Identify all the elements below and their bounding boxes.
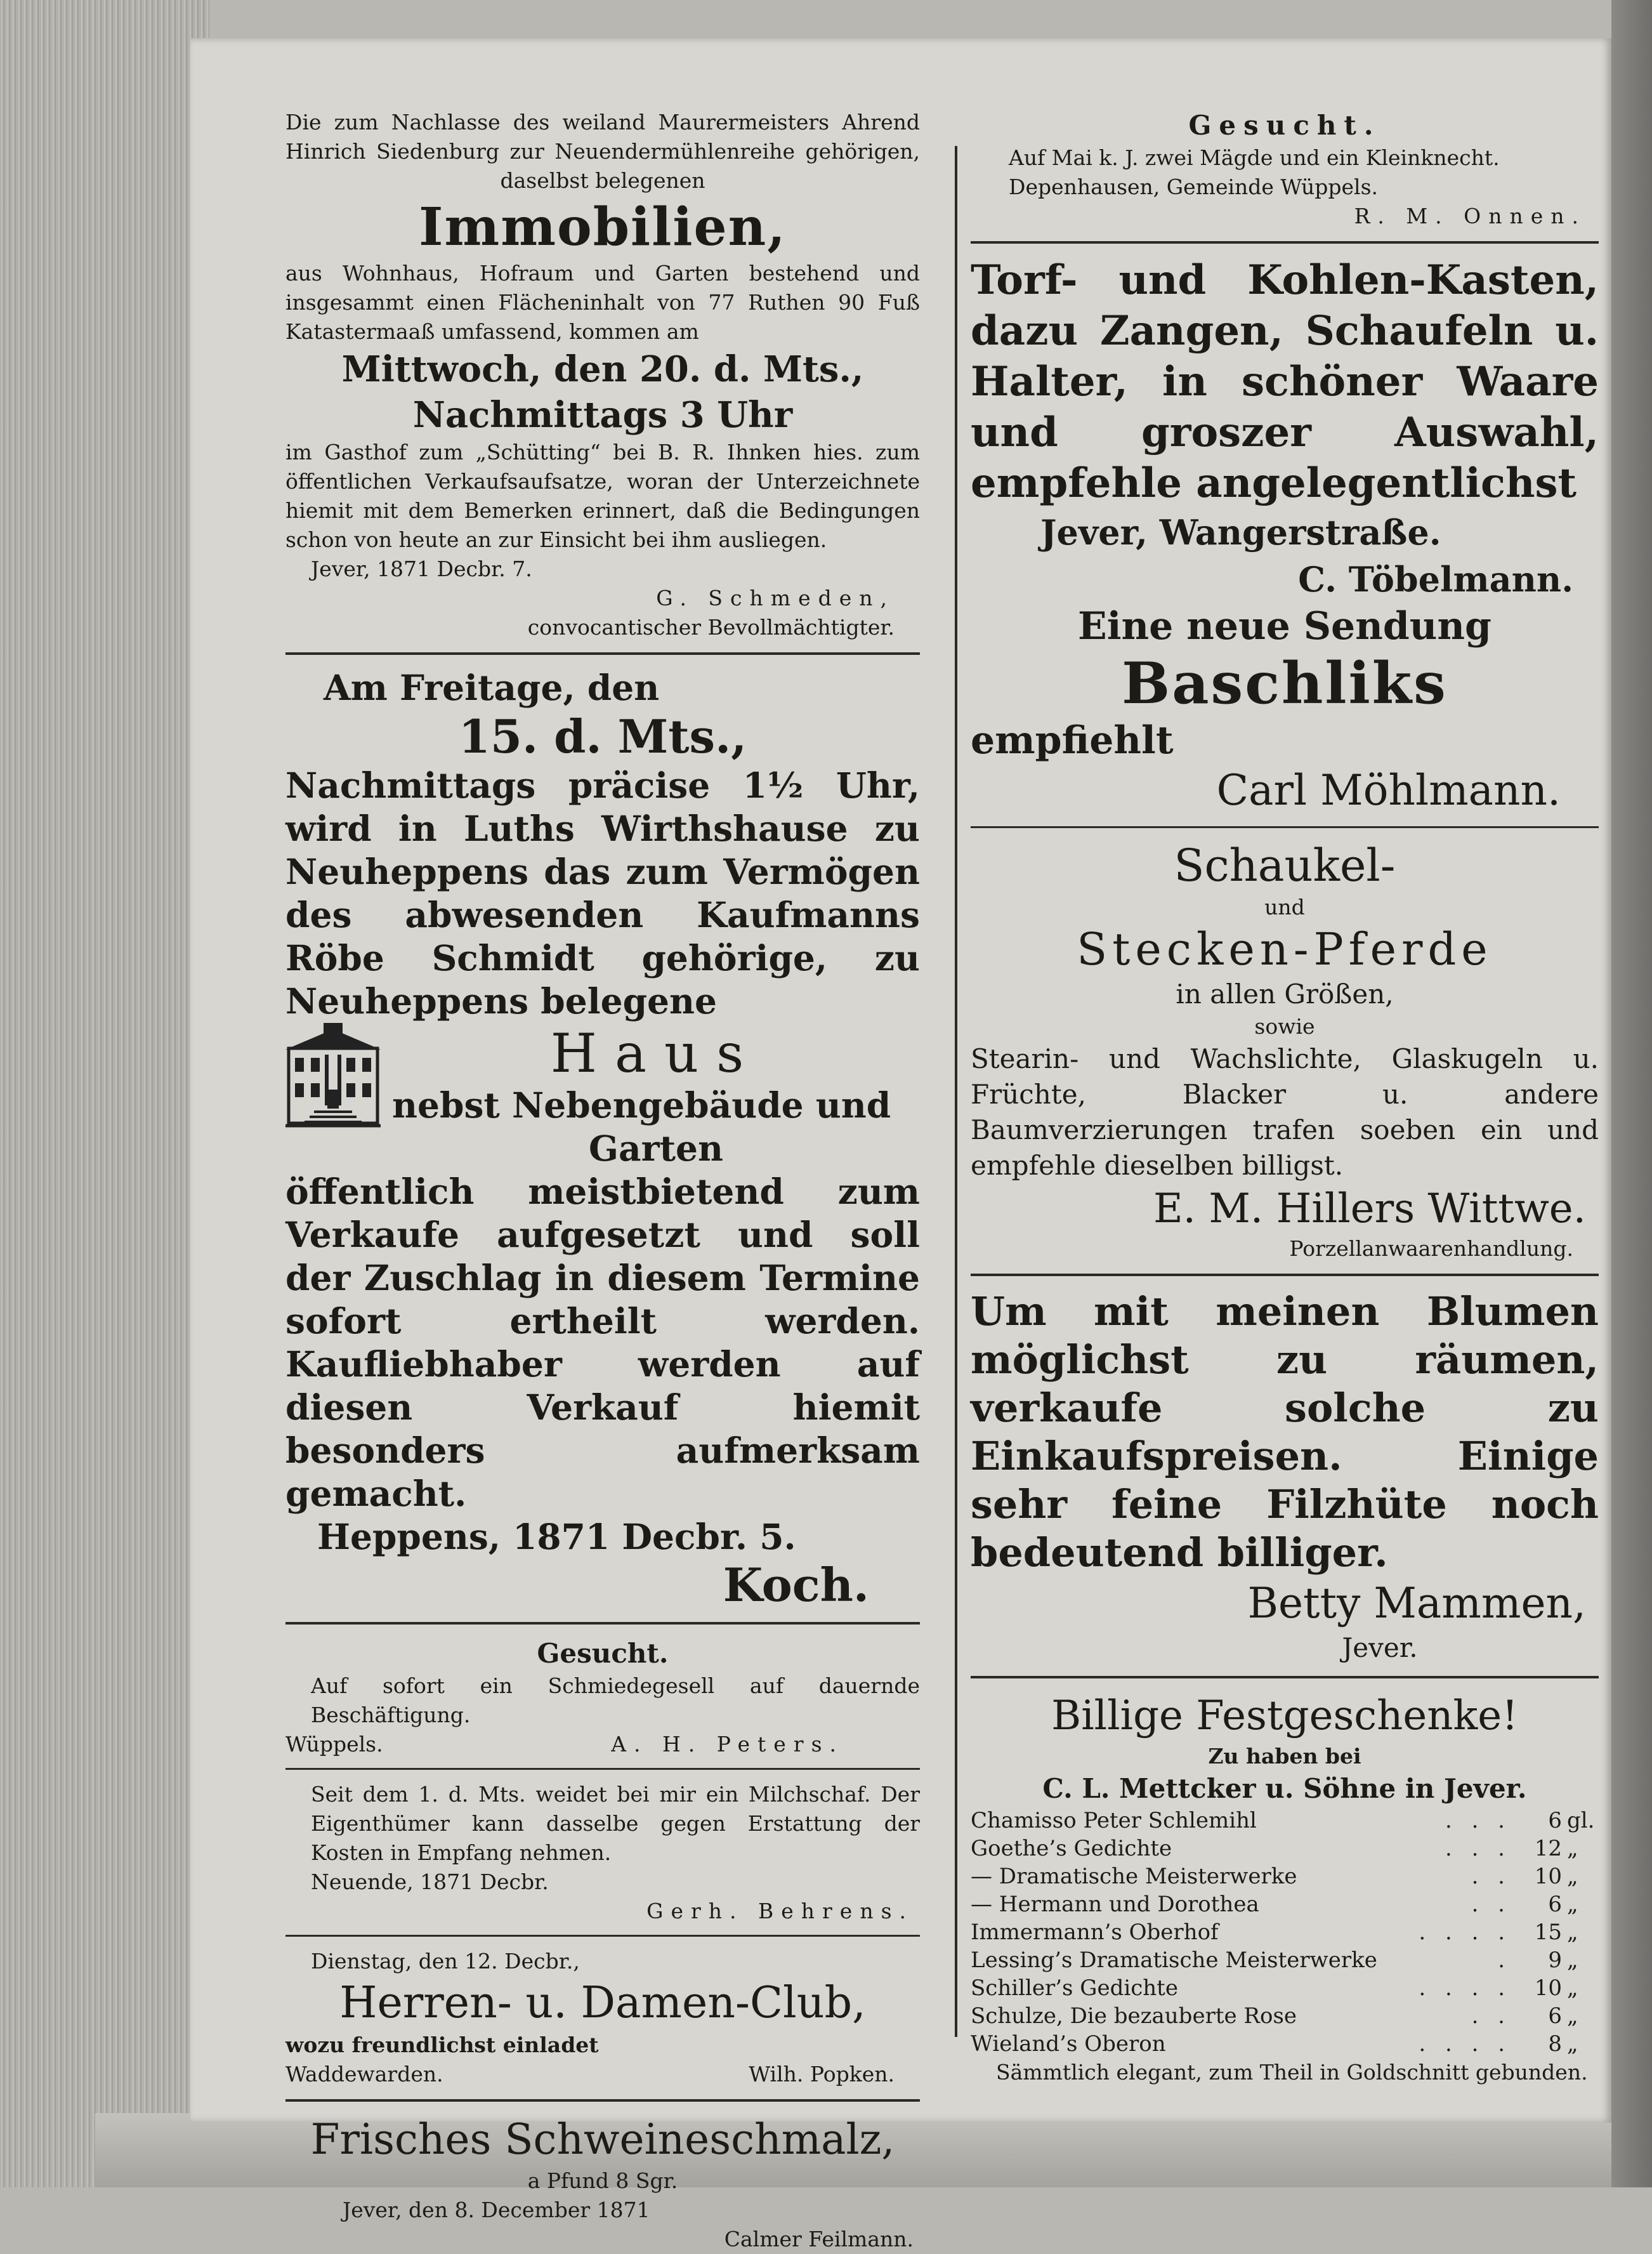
book-leader-dots: . . .	[1445, 1808, 1511, 1833]
book-price-unit: „	[1567, 2003, 1578, 2029]
ad-gesucht-maegde	[971, 108, 1599, 231]
blumen-signer: Betty Mammen,	[1247, 1579, 1586, 1628]
ad-pferde	[971, 838, 1599, 1263]
immobilien-intro: Die zum Nachlasse des weiland Maurermeisters Ahrend Hinrich Siedenburg zur Neuendermühlenreihe gehörigen, daselbst belegenen	[285, 110, 920, 193]
torf-signer: C. Töbelmann.	[1298, 559, 1573, 600]
pferde-und: und	[1264, 895, 1305, 919]
immobilien-date: Mittwoch, den 20. d. Mts.,	[341, 348, 864, 390]
book-title: Schulze, Die bezauberte Rose	[971, 2003, 1297, 2029]
separator-rule	[971, 1676, 1599, 1678]
ad-schweineschmalz	[285, 2113, 920, 2254]
book-title: — Hermann und Dorothea	[971, 1892, 1259, 1917]
baschliks-heading: Baschliks	[1122, 650, 1448, 717]
gesucht-place: Wüppels.	[285, 1732, 383, 1756]
book-price-list	[971, 1807, 1599, 2058]
baschliks-line1: Eine neue Sendung	[1078, 604, 1491, 649]
r-gesucht-place: Depenhausen, Gemeinde Wüppels.	[1009, 175, 1379, 199]
ad-torf-kasten	[971, 255, 1599, 603]
book-leader-dots: . .	[1471, 2003, 1511, 2029]
immobilien-body2: im Gasthof zum „Schütting“ bei B. R. Ihnken hies. zum öffentlichen Verkaufsaufsatze, woran der Unterzeichnete hiemit mit dem Bemerken erinnert, daß die Bedingungen schon von heute an zur Einsicht bei ihm ausliegen.	[285, 440, 920, 552]
immobilien-signer: G. Schmeden,	[656, 586, 895, 610]
pferde-line2: Stecken-Pferde	[1077, 923, 1493, 975]
blumen-body: Um mit meinen Blumen möglichst zu räumen, verkaufe solche zu Einkaufspreisen. Einige sehr feine Filzhüte noch bedeutend billiger.	[971, 1288, 1599, 1576]
book-row	[971, 1835, 1599, 1862]
ad-gesucht-schmied	[285, 1636, 920, 1759]
book-row	[971, 1946, 1599, 1974]
book-price-unit: „	[1567, 1864, 1578, 1889]
r-gesucht-signer: R. M. Onnen.	[1354, 204, 1586, 228]
pferde-body: Stearin- und Wachslichte, Glaskugeln u. Früchte, Blacker u. andere Baumverzierungen trafen soeben ein und empfehle dieselben billigst.	[971, 1043, 1599, 1181]
book-price-unit: „	[1567, 1948, 1578, 1973]
haus-next1: nebst Nebengebäude und	[392, 1084, 891, 1126]
book-row	[971, 1862, 1599, 1890]
book-page-edges	[0, 0, 209, 2187]
blumen-place: Jever.	[1342, 1632, 1418, 1663]
ad-baschliks	[971, 603, 1599, 817]
book-price: 12	[1534, 1836, 1562, 1861]
book-row	[971, 2030, 1599, 2058]
torf-body: Torf- und Kohlen-Kasten, dazu Zangen, Schaufeln u. Halter, in schöner Waare und groszer Auswahl, empfehle angelegentlichst	[971, 256, 1599, 507]
column-divider	[955, 146, 957, 2037]
schmalz-price: a Pfund 8 Sgr.	[527, 2168, 678, 2193]
separator-rule	[285, 1622, 920, 1625]
club-heading: Herren- u. Damen-Club,	[339, 1978, 866, 2028]
book-price: 10	[1534, 1864, 1562, 1889]
book-leader-dots: . . . .	[1419, 1920, 1511, 1945]
fest-seller: C. L. Mettcker u. Söhne in Jever.	[1042, 1773, 1527, 1804]
house-illustration-icon	[285, 1023, 381, 1128]
book-title: Goethe’s Gedichte	[971, 1836, 1172, 1861]
separator-rule	[971, 826, 1599, 828]
schaf-place-date: Neuende, 1871 Decbr.	[311, 1869, 549, 1894]
immobilien-signer-title: convocantischer Bevollmächtigter.	[527, 615, 895, 640]
book-price-unit: „	[1567, 1975, 1578, 2001]
book-row	[971, 1890, 1599, 1918]
r-gesucht-heading: Gesucht.	[1188, 110, 1381, 141]
ad-immobilien	[285, 108, 920, 642]
schmalz-signer: Calmer Feilmann.	[724, 2227, 914, 2251]
book-leader-dots: .	[1498, 1948, 1511, 1973]
book-price: 6	[1548, 1808, 1562, 1833]
separator-rule	[971, 241, 1599, 244]
book-price-unit: gl.	[1567, 1808, 1595, 1833]
book-price-unit: „	[1567, 1920, 1578, 1945]
haus-signer: Koch.	[723, 1558, 869, 1612]
baschliks-signer: Carl Möhlmann.	[1216, 766, 1561, 815]
gesucht-body: Auf sofort ein Schmiedegesell auf dauernde Beschäftigung.	[311, 1673, 920, 1727]
ad-blumen	[971, 1288, 1599, 1666]
immobilien-time: Nachmittags 3 Uhr	[412, 394, 793, 436]
book-row	[971, 2002, 1599, 2030]
pferde-sowie: sowie	[1254, 1014, 1315, 1039]
book-price-unit: „	[1567, 2031, 1578, 2057]
book-title: Chamisso Peter Schlemihl	[971, 1808, 1257, 1833]
book-row	[971, 1807, 1599, 1835]
immobilien-heading: Immobilien,	[419, 197, 787, 258]
ad-milchschaf	[285, 1780, 920, 1926]
ad-club	[285, 1947, 920, 2089]
fest-heading: Billige Festgeschenke!	[1051, 1692, 1518, 1739]
book-leader-dots: . . . .	[1419, 1975, 1511, 2001]
book-leader-dots: . .	[1471, 1892, 1511, 1917]
haus-heading: Haus	[550, 1022, 762, 1084]
club-date: Dienstag, den 12. Decbr.,	[311, 1949, 580, 1974]
haus-date: 15. d. Mts.,	[458, 709, 747, 763]
book-price-unit: „	[1567, 1892, 1578, 1917]
baschliks-line3: empfiehlt	[971, 718, 1174, 763]
ad-haus	[285, 666, 920, 1612]
separator-rule	[285, 1935, 920, 1937]
book-title: — Dramatische Meisterwerke	[971, 1864, 1297, 1889]
separator-rule	[971, 1274, 1599, 1276]
haus-place-date: Heppens, 1871 Decbr. 5.	[317, 1516, 796, 1557]
haus-body: öffentlich meistbietend zum Verkaufe aufgesetzt und soll der Zuschlag in diesem Termine sofort ertheilt werden. Kaufliebhaber werden auf diesen Verkauf hiemit besonders aufmerksam gemacht.	[285, 1171, 920, 1514]
gesucht-heading: Gesucht.	[537, 1638, 669, 1669]
right-column	[971, 108, 1599, 2087]
left-column	[285, 108, 920, 2254]
torf-place: Jever, Wangerstraße.	[1040, 512, 1441, 553]
r-gesucht-body: Auf Mai k. J. zwei Mägde und ein Kleinknecht.	[1009, 145, 1500, 170]
book-price: 8	[1548, 2031, 1562, 2057]
schmalz-place-date: Jever, den 8. December 1871	[343, 2198, 650, 2222]
book-price: 6	[1548, 1892, 1562, 1917]
schmalz-heading: Frisches Schweineschmalz,	[310, 2115, 895, 2164]
fest-footer: Sämmtlich elegant, zum Theil in Goldschnitt gebunden.	[996, 2060, 1588, 2085]
schaf-body: Seit dem 1. d. Mts. weidet bei mir ein Milchschaf. Der Eigenthümer kann dasselbe gegen Erstattung der Kosten in Empfang nehmen.	[311, 1782, 920, 1865]
ad-festgeschenke	[971, 1690, 1599, 2087]
book-price: 10	[1534, 1975, 1562, 2001]
separator-rule	[285, 652, 920, 655]
club-invite: wozu freundlichst einladet	[285, 2033, 599, 2057]
separator-rule	[285, 1768, 920, 1770]
haus-body-intro: Nachmittags präcise 1½ Uhr, wird in Luths Wirthshause zu Neuheppens das zum Vermögen des abwesenden Kaufmanns Röbe Schmidt gehörige, zu Neuheppens belegene	[285, 765, 920, 1022]
club-signer: Wilh. Popken.	[749, 2062, 895, 2086]
schaf-signer: Gerh. Behrens.	[646, 1899, 914, 1923]
immobilien-body: aus Wohnhaus, Hofraum und Garten bestehend und insgesammt einen Flächeninhalt von 77 Ruthen 90 Fuß Katastermaaß umfassend, kommen am	[285, 261, 920, 344]
gesucht-signer: A. H. Peters.	[611, 1732, 844, 1756]
gutter-shadow	[1611, 0, 1652, 2187]
haus-next2: Garten	[589, 1128, 723, 1169]
club-place: Waddewarden.	[285, 2062, 443, 2086]
haus-line1: Am Freitage, den	[324, 667, 660, 708]
book-title: Wieland’s Oberon	[971, 2031, 1166, 2057]
pferde-line1: Schaukel-	[1174, 840, 1396, 892]
separator-rule	[285, 2099, 920, 2102]
book-price: 9	[1548, 1948, 1562, 1973]
book-row	[971, 1918, 1599, 1946]
book-leader-dots: . .	[1471, 1864, 1511, 1889]
book-title: Schiller’s Gedichte	[971, 1975, 1178, 2001]
book-title: Lessing’s Dramatische Meisterwerke	[971, 1948, 1377, 1973]
book-price: 6	[1548, 2003, 1562, 2029]
book-leader-dots: . . .	[1445, 1836, 1511, 1861]
book-price-unit: „	[1567, 1836, 1578, 1861]
book-title: Immermann’s Oberhof	[971, 1920, 1219, 1945]
pferde-signer-title: Porzellanwaarenhandlung.	[1289, 1236, 1573, 1261]
immobilien-place-date: Jever, 1871 Decbr. 7.	[311, 557, 532, 581]
book-price: 15	[1534, 1920, 1562, 1945]
pferde-sizes: in allen Größen,	[1176, 979, 1394, 1010]
pferde-signer: E. M. Hillers Wittwe.	[1153, 1185, 1586, 1232]
book-leader-dots: . . . .	[1419, 2031, 1511, 2057]
fest-sub: Zu haben bei	[1208, 1744, 1361, 1769]
haus-heading-row	[285, 1023, 920, 1170]
book-row	[971, 1974, 1599, 2002]
